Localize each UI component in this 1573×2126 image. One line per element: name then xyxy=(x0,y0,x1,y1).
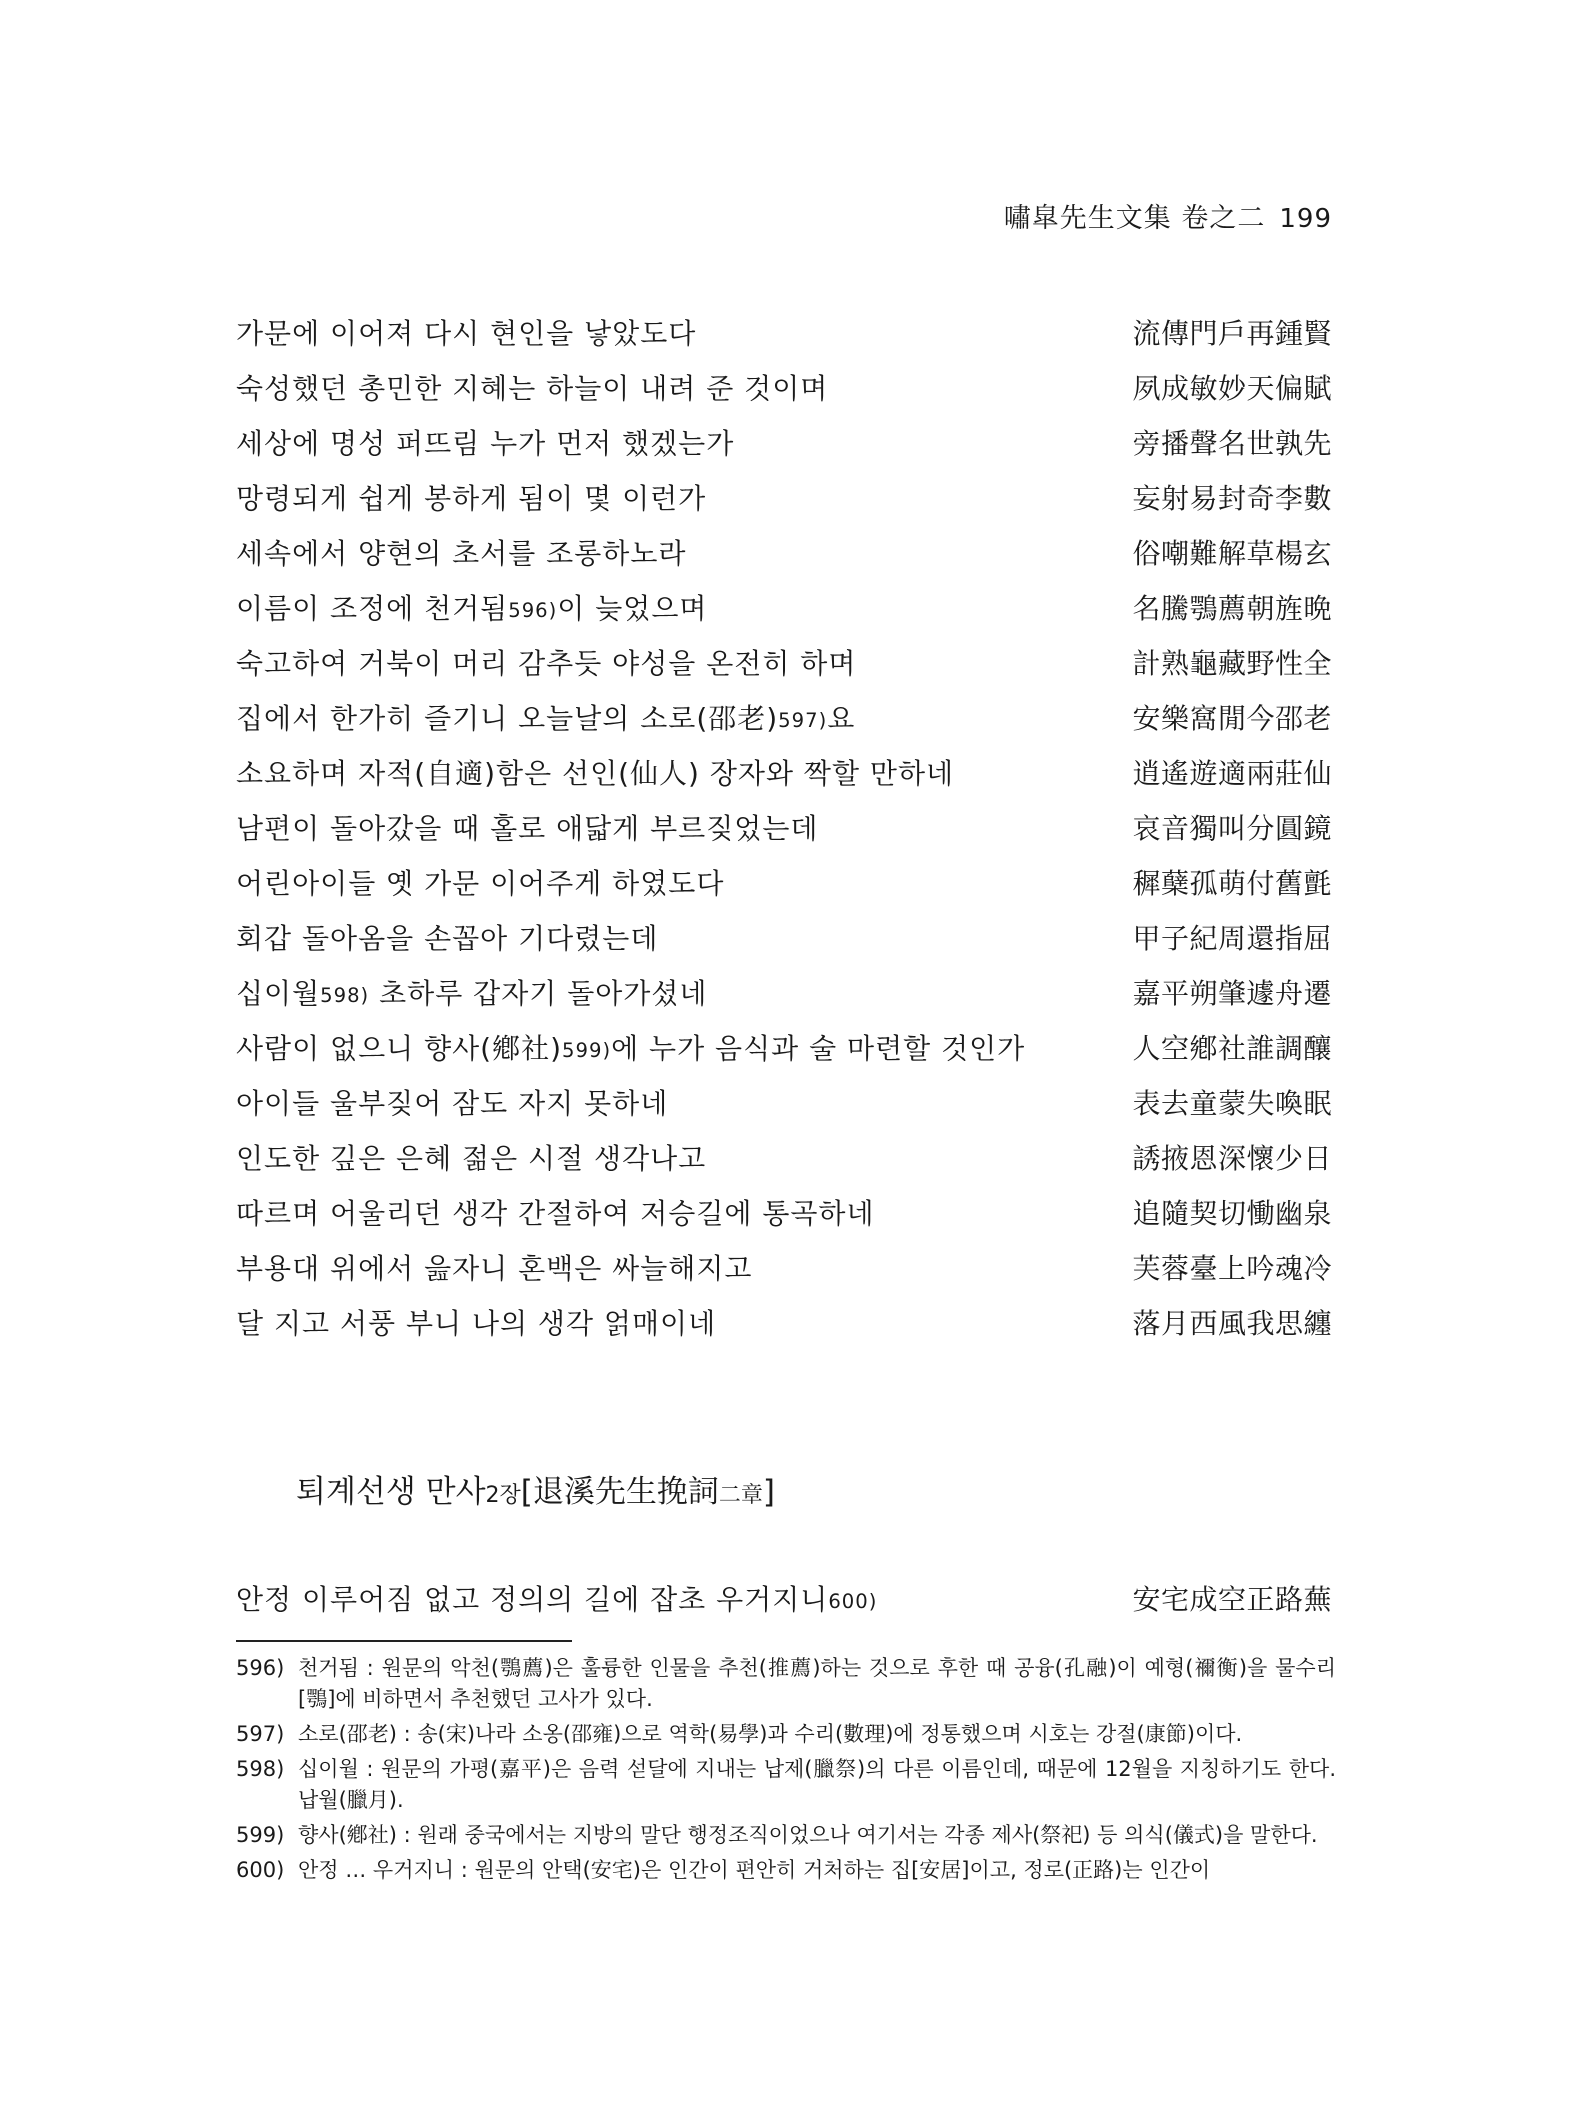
poem-line xyxy=(236,1570,1332,1625)
poem-line xyxy=(236,854,1332,909)
footnote-text: 향사(鄕社) : 원래 중국에서는 지방의 말단 행정조직이었으나 여기서는 각종 제사(祭祀) 등 의식(儀式)을 말한다. xyxy=(298,1823,1318,1847)
footnote-ref[interactable]: 598) xyxy=(320,983,370,1007)
korean-line xyxy=(236,312,696,352)
korean-line xyxy=(236,1027,1025,1067)
footnote-text: 천거됨 : 원문의 악천(鶚薦)은 훌륭한 인물을 추천(推薦)하는 것으로 후한 때 공융(孔融)이 예형(禰衡)을 물수리[鶚]에 비하면서 추천했던 고사가 있다. xyxy=(298,1656,1336,1711)
footnote-ref[interactable]: 597) xyxy=(778,708,828,732)
footnote xyxy=(236,1719,1336,1750)
footnote-divider xyxy=(236,1640,572,1642)
korean-text-after: 에 누가 음식과 술 마련할 것인가 xyxy=(611,1031,1026,1065)
korean-line xyxy=(236,587,707,627)
footnote-ref[interactable]: 600) xyxy=(828,1589,878,1613)
korean-line xyxy=(236,532,686,572)
footnotes xyxy=(236,1653,1336,1890)
korean-line xyxy=(236,972,707,1012)
korean-line xyxy=(236,862,724,902)
hanja-line: 哀音獨叫分圓鏡 xyxy=(1132,811,1332,845)
korean-text: 어린아이들 옛 가문 이어주게 하였도다 xyxy=(236,866,725,900)
korean-line xyxy=(236,697,855,737)
footnote xyxy=(236,1855,1336,1886)
poem-line xyxy=(236,1129,1332,1184)
poem-line xyxy=(236,1019,1332,1074)
korean-text: 따르며 어울리던 생각 간절하여 저승길에 통곡하네 xyxy=(236,1196,875,1230)
korean-text: 숙고하여 거북이 머리 감추듯 야성을 온전히 하며 xyxy=(236,646,857,680)
korean-line xyxy=(236,1137,706,1177)
page-number: 199 xyxy=(1279,204,1332,234)
korean-text: 가문에 이어져 다시 현인을 낳았도다 xyxy=(236,316,697,350)
section-title-close: ] xyxy=(762,1474,775,1510)
korean-line xyxy=(236,917,658,957)
footnote xyxy=(236,1653,1336,1715)
korean-text: 세상에 명성 퍼뜨림 누가 먼저 했겠는가 xyxy=(236,426,735,460)
hanja-line: 俗嘲難解草楊玄 xyxy=(1132,536,1332,570)
korean-text-after: 초하루 갑자기 돌아가셨네 xyxy=(369,976,708,1010)
hanja-line: 誘掖恩深懷少日 xyxy=(1132,1141,1332,1175)
korean-line xyxy=(236,642,856,682)
korean-line xyxy=(236,1302,716,1342)
footnote xyxy=(236,1754,1336,1816)
korean-line xyxy=(236,752,954,792)
korean-text: 안정 이루어짐 없고 정의의 길에 잡초 우거지니 xyxy=(236,1582,829,1616)
korean-text: 부용대 위에서 읊자니 혼백은 싸늘해지고 xyxy=(236,1251,753,1285)
footnote-number: 598) xyxy=(236,1757,285,1781)
running-header xyxy=(1004,196,1332,235)
poem-line xyxy=(236,744,1332,799)
korean-line xyxy=(236,367,828,407)
hanja-line: 落月西風我思纏 xyxy=(1132,1306,1332,1340)
korean-text: 회갑 돌아옴을 손꼽아 기다렸는데 xyxy=(236,921,659,955)
footnote-number: 597) xyxy=(236,1722,285,1746)
poem-line xyxy=(236,304,1332,359)
korean-text: 사람이 없으니 향사(鄕社) xyxy=(236,1031,563,1065)
footnote-ref[interactable]: 599) xyxy=(562,1038,612,1062)
footnote-ref[interactable]: 596) xyxy=(508,598,558,622)
korean-text: 남편이 돌아갔을 때 홀로 애닯게 부르짖었는데 xyxy=(236,811,819,845)
korean-line xyxy=(236,807,818,847)
korean-line xyxy=(236,1247,752,1287)
poem-line xyxy=(236,689,1332,744)
hanja-line: 名騰鶚薦朝旌晩 xyxy=(1132,591,1332,625)
hanja-line: 逍遙遊適兩莊仙 xyxy=(1132,756,1332,790)
hanja-line: 安宅成空正路蕪 xyxy=(1132,1582,1332,1616)
poem-line xyxy=(236,799,1332,854)
poem-line xyxy=(236,1294,1332,1349)
poem-line xyxy=(236,524,1332,579)
footnote-number: 596) xyxy=(236,1656,285,1680)
hanja-line: 追隨契切慟幽泉 xyxy=(1132,1196,1332,1230)
poem-line xyxy=(236,1184,1332,1239)
korean-text: 집에서 한가히 즐기니 오늘날의 소로(邵老) xyxy=(236,701,779,735)
hanja-line: 穉蘖孤萌付舊氈 xyxy=(1132,866,1332,900)
hanja-line: 表去童蒙失喚眠 xyxy=(1132,1086,1332,1120)
korean-text: 아이들 울부짖어 잠도 자지 못하네 xyxy=(236,1086,669,1120)
poem-line xyxy=(236,579,1332,634)
hanja-line: 夙成敏妙天偏賦 xyxy=(1132,371,1332,405)
poem-line xyxy=(236,414,1332,469)
poem-line xyxy=(236,634,1332,689)
korean-text: 십이월 xyxy=(236,976,321,1010)
korean-text: 소요하며 자적(自適)함은 선인(仙人) 장자와 짝할 만하네 xyxy=(236,756,955,790)
section-title-hanja: [退溪先生挽詞 xyxy=(520,1474,719,1510)
korean-line xyxy=(236,1082,668,1122)
hanja-line: 甲子紀周還指屈 xyxy=(1132,921,1332,955)
hanja-line: 芙蓉臺上吟魂冷 xyxy=(1132,1251,1332,1285)
korean-line xyxy=(236,422,734,462)
footnote-text: 소로(邵老) : 송(宋)나라 소옹(邵雍)으로 역학(易學)과 수리(數理)에 정통했으며 시호는 강절(康節)이다. xyxy=(298,1722,1243,1746)
poem xyxy=(236,304,1332,1349)
section-title xyxy=(296,1466,775,1511)
hanja-line: 安樂窩閒今邵老 xyxy=(1132,701,1332,735)
hanja-line: 計熟龜藏野性全 xyxy=(1132,646,1332,680)
poem-line xyxy=(236,909,1332,964)
poem-line xyxy=(236,1239,1332,1294)
hanja-line: 旁播聲名世孰先 xyxy=(1132,426,1332,460)
hanja-line: 流傳門戶再鍾賢 xyxy=(1132,316,1332,350)
korean-text: 이름이 조정에 천거됨 xyxy=(236,591,509,625)
korean-text-after: 요 xyxy=(827,701,856,735)
hanja-line: 妄射易封奇李數 xyxy=(1132,481,1332,515)
korean-line xyxy=(236,477,706,517)
poem-line xyxy=(236,964,1332,1019)
hanja-line: 嘉平朔肇遽舟遷 xyxy=(1132,976,1332,1010)
footnote-number: 599) xyxy=(236,1823,285,1847)
korean-text: 달 지고 서풍 부니 나의 생각 얽매이네 xyxy=(236,1306,717,1340)
footnote-text: 안정 … 우거지니 : 원문의 안택(安宅)은 인간이 편안히 거처하는 집[安居]이고, 정로(正路)는 인간이 xyxy=(298,1858,1211,1882)
poem-line xyxy=(236,469,1332,524)
korean-line xyxy=(236,1192,875,1232)
poem-line xyxy=(236,359,1332,414)
section-title-hanja-small: 二章 xyxy=(718,1483,763,1508)
korean-text: 망령되게 쉽게 봉하게 됨이 몇 이런가 xyxy=(236,481,707,515)
korean-text: 숙성했던 총민한 지혜는 하늘이 내려 준 것이며 xyxy=(236,371,829,405)
footnote-number: 600) xyxy=(236,1858,285,1882)
korean-text-after: 이 늦었으며 xyxy=(557,591,708,625)
section-poem xyxy=(236,1570,1332,1625)
poem-line xyxy=(236,1074,1332,1129)
section-title-korean: 퇴계선생 만사 xyxy=(296,1474,486,1510)
hanja-line: 人空鄕社誰調釀 xyxy=(1132,1031,1332,1065)
korean-text: 인도한 깊은 은혜 젊은 시절 생각나고 xyxy=(236,1141,707,1175)
footnote xyxy=(236,1820,1336,1851)
korean-text: 세속에서 양현의 초서를 조롱하노라 xyxy=(236,536,687,570)
book-title: 嘯皐先生文集 卷之二 xyxy=(1003,203,1266,234)
section-title-count: 2장 xyxy=(485,1483,521,1508)
footnote-text: 십이월 : 원문의 가평(嘉平)은 음력 섣달에 지내는 납제(臘祭)의 다른 이름인데, 때문에 12월을 지칭하기도 한다. 납월(臘月). xyxy=(298,1757,1336,1812)
korean-line xyxy=(236,1578,877,1618)
